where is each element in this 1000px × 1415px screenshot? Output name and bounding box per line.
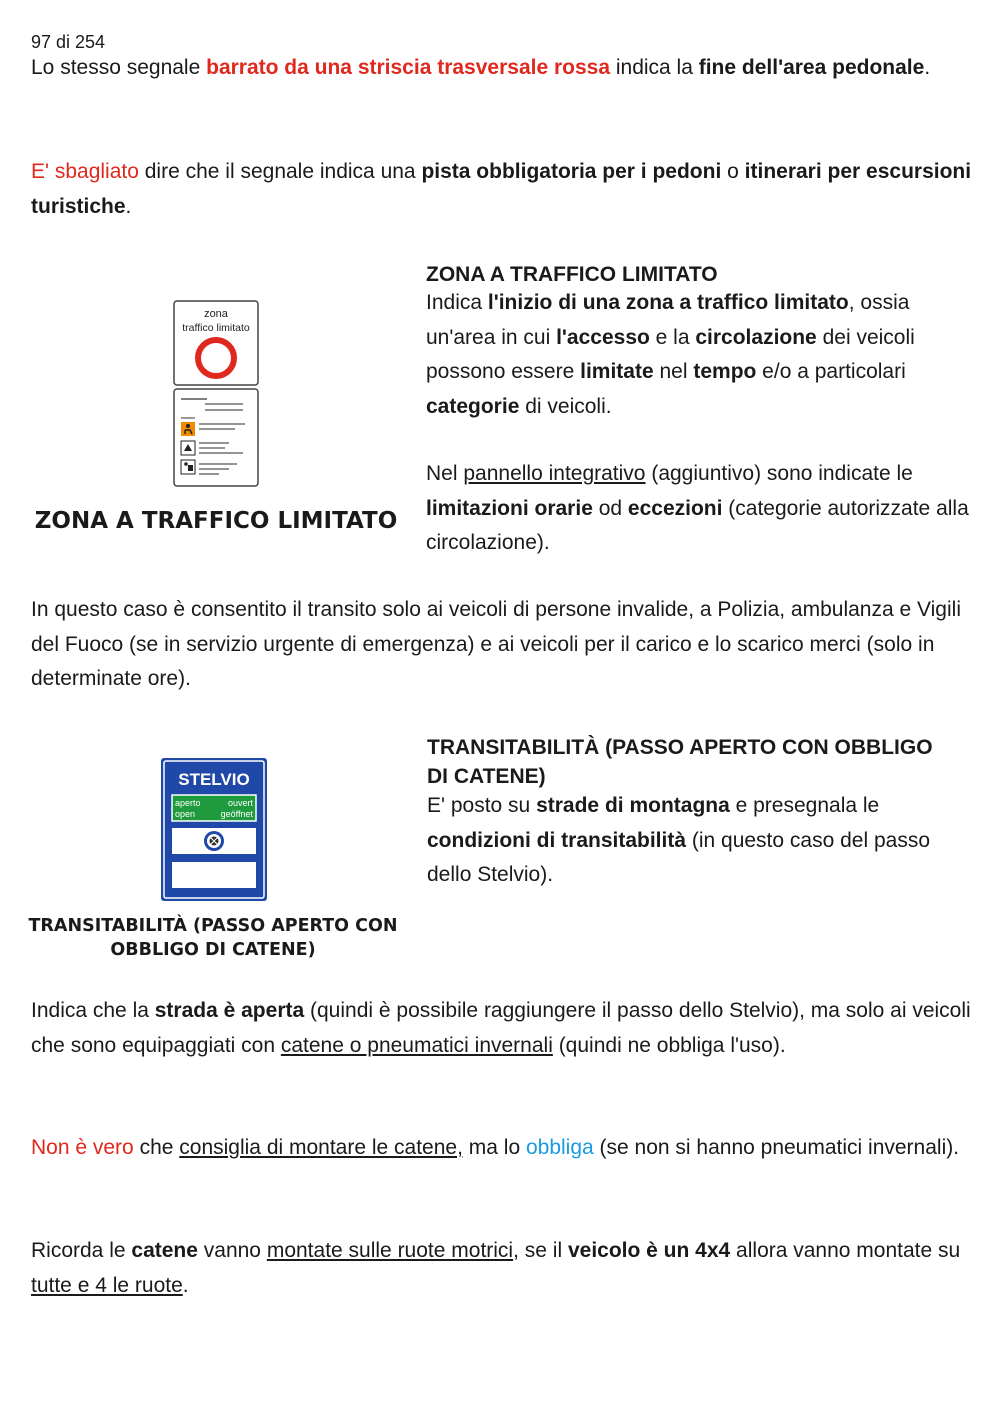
paragraph-road-open: Indica che la strada è aperta (quindi è possibile raggiungere il passo dello Stelvio), ma solo ai veicoli che sono equipaggiati con catene o pneumatici invernali (quindi ne obbliga l'uso). <box>31 999 971 1057</box>
paragraph-ztl-exceptions: In questo caso è consentito il transito solo ai veicoli di persone invalide, a Polizia, ambulanza e Vigili del Fuoco (se in servizio urgente di emergenza) e ai veicoli per il carico e lo scarico merci (solo in determinate ore). <box>31 598 961 690</box>
no-vehicles-circle-icon <box>198 340 234 376</box>
svg-text:ouvert: ouvert <box>227 798 253 808</box>
stelvio-caption: TRANSITABILITÀ (PASSO APERTO CON OBBLIGO DI CATENE) <box>28 916 398 960</box>
ztl-panel-description: Nel pannello integrativo (aggiuntivo) sono indicate le limitazioni orarie od eccezioni (categorie autorizzate alla circolazione). <box>426 462 969 554</box>
paragraph-end-pedestrian-area: Lo stesso segnale barrato da una striscia trasversale rossa indica la fine dell'area pedonale. <box>31 56 931 79</box>
page-number: 97 di 254 <box>31 32 106 52</box>
ztl-sign-image <box>173 300 259 488</box>
empty-panel <box>172 862 256 888</box>
ztl-sign-line1: zona <box>204 308 228 320</box>
stelvio-sign-graphic <box>161 758 267 901</box>
ztl-sign-graphic <box>173 300 259 488</box>
paragraph-not-true: Non è vero che consiglia di montare le catene, ma lo obbliga (se non si hanno pneumatici invernali). <box>31 1136 960 1159</box>
stelvio-sign-image <box>161 758 267 901</box>
ztl-caption: ZONA A TRAFFICO LIMITATO <box>34 508 398 534</box>
stelvio-sign-title: STELVIO <box>178 770 250 789</box>
svg-text:open: open <box>175 809 196 819</box>
ztl-heading: ZONA A TRAFFICO LIMITATO <box>426 263 718 286</box>
ztl-sign-line2: traffico limitato <box>182 322 250 334</box>
svg-text:aperto: aperto <box>175 798 201 808</box>
stelvio-heading: TRANSITABILITÀ (PASSO APERTO CON OBBLIGO DI CATENE) <box>427 736 933 788</box>
svg-text:geöffnet: geöffnet <box>220 809 253 819</box>
stelvio-description: E' posto su strade di montagna e presegnala le condizioni di transitabilità (in questo caso del passo dello Stelvio). <box>427 794 930 886</box>
ztl-description: Indica l'inizio di una zona a traffico limitato, ossia un'area in cui l'accesso e la circolazione dei veicoli possono essere limitate nel tempo e/o a particolari categorie di veicoli. <box>426 291 915 418</box>
paragraph-remember-chains: Ricorda le catene vanno montate sulle ruote motrici, se il veicolo è un 4x4 allora vanno montate su tutte e 4 le ruote. <box>31 1239 961 1297</box>
paragraph-wrong-answer: E' sbagliato dire che il segnale indica una pista obbligatoria per i pedoni o itinerari per escursioni turistiche. <box>31 160 972 218</box>
